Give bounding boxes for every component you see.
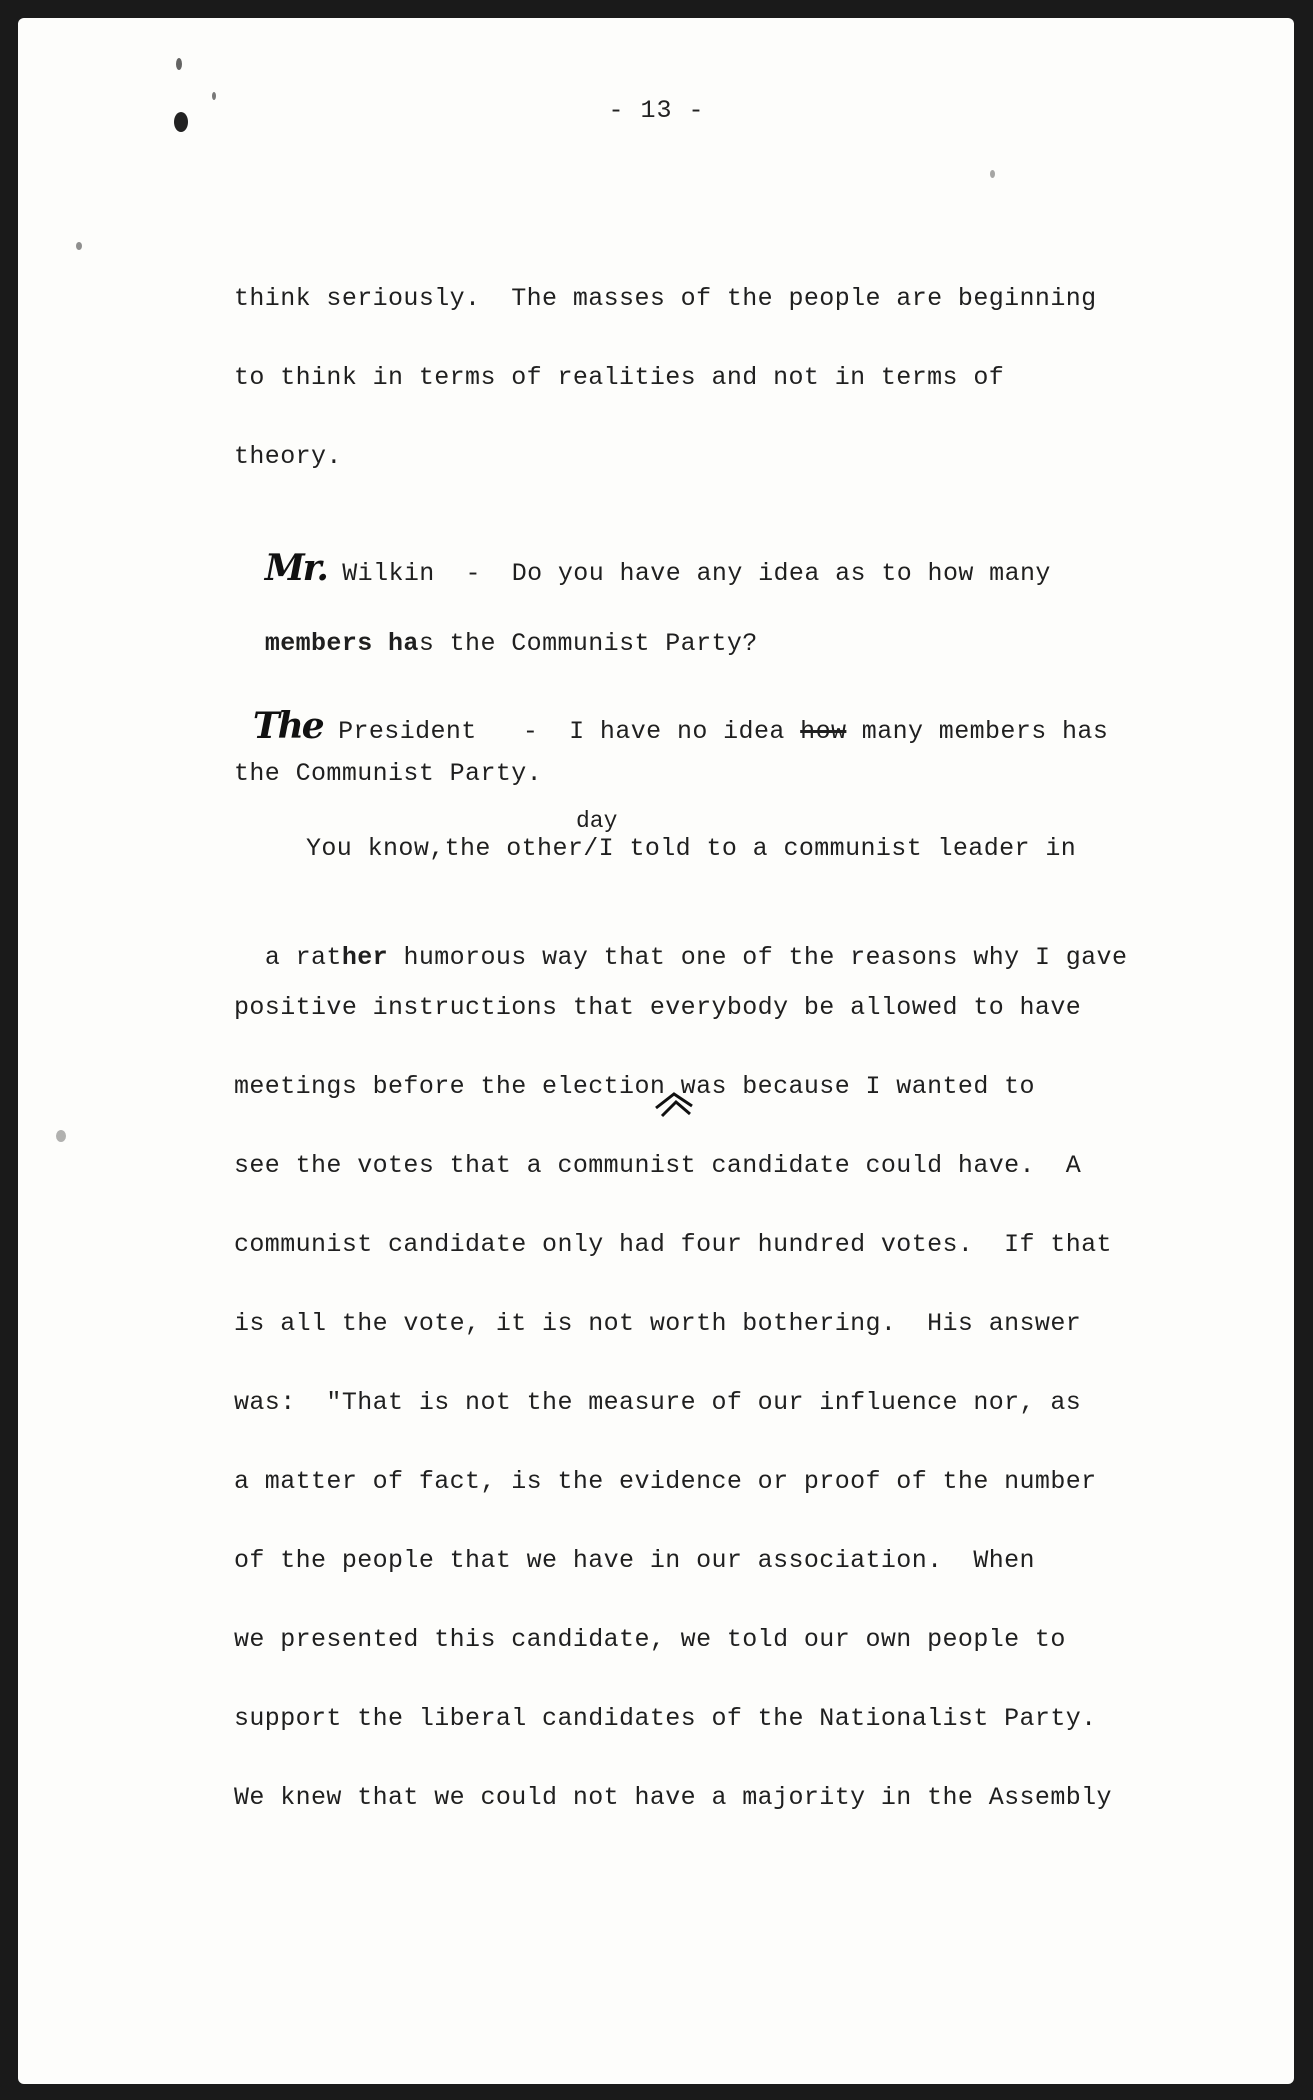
speaker-line-wilkin [234,518,1051,589]
ink-speck-mark [990,170,995,178]
text-fragment: a rat [264,943,342,972]
ink-speck-mark [56,1130,66,1142]
text-line: think seriously. The masses of the people are beginning [234,284,1097,313]
text-line: We knew that we could not have a majority in the Assembly [234,1783,1112,1812]
text-line: to think in terms of realities and not in terms of [234,363,1005,392]
document-page [18,18,1294,2084]
text-line: support the liberal candidates of the Nationalist Party. [234,1704,1097,1733]
text-fragment: humorous way that one of the reasons why I gave [388,943,1128,972]
handwritten-the-annotation: The [252,705,323,747]
text-fragment: s the Communist Party? [418,629,758,658]
text-line: You know,the other/I told to a communist leader in [306,834,1077,863]
speaker-line-president [222,676,1108,747]
text-line [234,914,1127,972]
page-number: - 13 - [608,96,705,125]
text-line [234,600,758,658]
handwritten-mr-annotation: Mr. [264,547,327,589]
struck-out-word: how [800,717,847,746]
text-line: theory. [234,442,342,471]
text-line: is all the vote, it is not worth bothering. His answer [234,1309,1082,1338]
text-line: of the people that we have in our association. When [234,1546,1035,1575]
text-fragment: members ha [264,629,419,658]
text-line: was: "That is not the measure of our influence nor, as [234,1388,1082,1417]
text-line: we presented this candidate, we told our own people to [234,1625,1066,1654]
text-line: positive instructions that everybody be allowed to have [234,993,1082,1022]
text-line: a matter of fact, is the evidence or proof of the number [234,1467,1097,1496]
handwritten-caret-mark [652,1086,698,1122]
ink-speck-mark [176,58,182,70]
president-answer-text: President - I have no idea [322,717,801,746]
text-line: communist candidate only had four hundred votes. If that [234,1230,1112,1259]
ink-speck-mark [76,242,82,250]
text-line: the Communist Party. [234,759,543,788]
wilkin-question-text: Wilkin - Do you have any idea as to how many [326,559,1051,588]
overtyped-fragment: her [341,943,389,972]
handwritten-day-insertion: day [576,808,618,834]
text-line: meetings before the election was because I wanted to [234,1072,1035,1101]
president-answer-text-end: many members has [846,717,1109,746]
text-line: see the votes that a communist candidate could have. A [234,1151,1082,1180]
